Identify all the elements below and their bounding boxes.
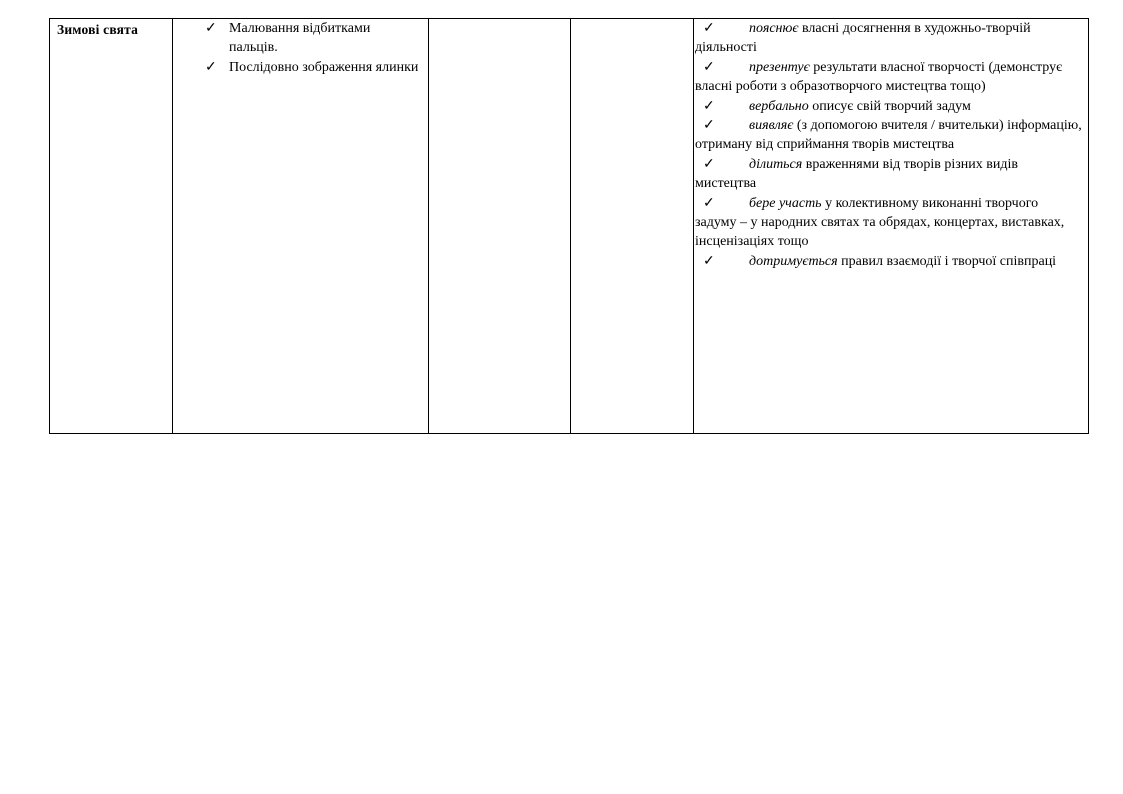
result-verb: бере участь xyxy=(749,195,822,211)
result-text: правил взаємодії і творчої співпраці xyxy=(837,253,1057,269)
checkmark-icon: ✓ xyxy=(205,59,217,75)
checkmark-icon: ✓ xyxy=(703,118,715,134)
topic-title: Зимові свята xyxy=(57,22,139,37)
list-item xyxy=(695,58,1082,97)
result-verb: пояснює xyxy=(749,21,799,36)
activity-text: Послідовно зображення ялинки xyxy=(229,59,419,75)
checkmark-icon: ✓ xyxy=(703,98,715,114)
result-text: результати власної творчості (демонструє власні роботи з образотворчого мистецтва тощо) xyxy=(695,59,1063,95)
checkmark-icon: ✓ xyxy=(703,195,715,211)
activity-text: Малювання відбитками пальців. xyxy=(229,21,371,56)
checkmark-icon: ✓ xyxy=(703,59,715,75)
empty-cell xyxy=(429,19,571,434)
list-item xyxy=(695,97,1082,116)
checkmark-icon: ✓ xyxy=(703,253,715,269)
list-item xyxy=(173,58,428,77)
result-text: враженнями від творів різних видів мистецтва xyxy=(695,156,1018,192)
result-text: власні досягнення в художньо-творчій діяльності xyxy=(695,21,1031,56)
checkmark-icon: ✓ xyxy=(205,21,217,36)
list-item xyxy=(695,19,1082,58)
list-item xyxy=(695,252,1082,271)
list-item xyxy=(695,194,1082,252)
list-item xyxy=(695,116,1082,155)
activities-list xyxy=(173,19,428,77)
result-verb: вербально xyxy=(749,98,809,114)
list-item xyxy=(695,155,1082,194)
checkmark-icon: ✓ xyxy=(703,156,715,172)
checkmark-icon: ✓ xyxy=(703,21,715,36)
list-item xyxy=(173,19,428,58)
result-text: (з допомогою вчителя / вчительки) інформацію, отриману від сприймання творів мистецтва xyxy=(695,118,1082,153)
empty-cell xyxy=(571,19,694,434)
activities-cell xyxy=(173,19,429,434)
result-verb: презентує xyxy=(749,59,810,75)
lesson-plan-table xyxy=(49,18,1089,434)
topic-cell xyxy=(50,19,173,434)
results-cell xyxy=(694,19,1089,434)
result-verb: дотримується xyxy=(749,253,838,269)
result-text: у колективному виконанні творчого задуму – у народних святах та обрядах, концертах, виставках, інсценізаціях тощо xyxy=(695,195,1065,250)
table-row xyxy=(50,19,1089,434)
result-verb: ділиться xyxy=(749,156,803,172)
result-text: описує свій творчий задум xyxy=(808,98,971,114)
result-verb: виявляє xyxy=(749,118,794,134)
